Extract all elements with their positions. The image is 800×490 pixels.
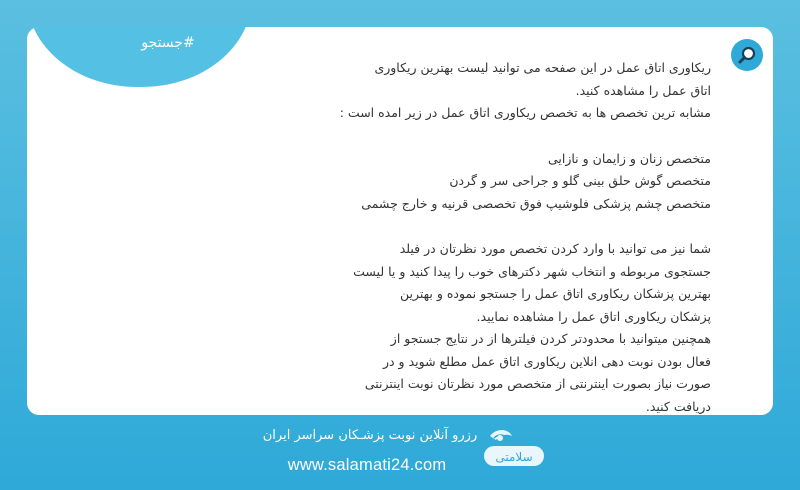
specialty-item[interactable]: متخصص گوش حلق بینی گلو و جراحی سر و گردن xyxy=(449,173,711,188)
text-line: ریکاوری اتاق عمل در این صفحه می توانید لیست بهترین ریکاوری xyxy=(374,60,711,75)
text-line: همچنین میتوانید با محدودتر کردن فیلترها از در نتایج جستجو از xyxy=(390,331,711,346)
text-line: فعال بودن نوبت دهی انلاین ریکاوری اتاق عمل مطلع شوید و در xyxy=(382,353,711,369)
spacer xyxy=(291,215,711,238)
content-card xyxy=(27,27,773,415)
logo-text: سلامتی xyxy=(495,450,533,464)
footer-tagline: رزرو آنلاین نوبت پزشـکان سراسر ایران xyxy=(262,428,478,443)
specialty-item[interactable]: متخصص زنان و زایمان و نازایی xyxy=(547,150,711,166)
text-line: اتاق عمل را مشاهده کنید. xyxy=(575,82,711,98)
footer-url[interactable]: www.salamati24.com xyxy=(287,456,447,474)
specialty-item[interactable]: متخصص چشم پزشکی فلوشیپ فوق تخصصی قرنیه و خارج چشمی xyxy=(361,195,711,211)
text-line: مشابه ترین تخصص ها به تخصص ریکاوری اتاق عمل در زیر امده است : xyxy=(339,105,711,120)
text-line: دریافت کنید. xyxy=(645,398,711,414)
article-text xyxy=(291,57,711,415)
text-line: جستجوی مربوطه و انتخاب شهر دکترهای خوب را پیدا کنید و یا لیست xyxy=(353,263,711,279)
text-line: پزشکان ریکاوری اتاق عمل را مشاهده نمایید. xyxy=(476,308,711,324)
search-icon xyxy=(737,45,757,65)
text-line: بهترین پزشکان ریکاوری اتاق عمل را جستجو نموده و بهترین xyxy=(399,286,711,301)
salamati-logo-icon xyxy=(478,426,548,476)
footer xyxy=(0,418,800,490)
text-line: شما نیز می توانید با وارد کردن تخصص مورد نظرتان در فیلد xyxy=(399,241,711,256)
hashtag-label[interactable]: #جستجو xyxy=(141,35,195,51)
search-button[interactable] xyxy=(731,39,763,71)
text-line: صورت نیاز بصورت اینترنتی از متخصص مورد نظرتان نوبت اینترنتی xyxy=(364,376,711,391)
spacer xyxy=(291,125,711,148)
